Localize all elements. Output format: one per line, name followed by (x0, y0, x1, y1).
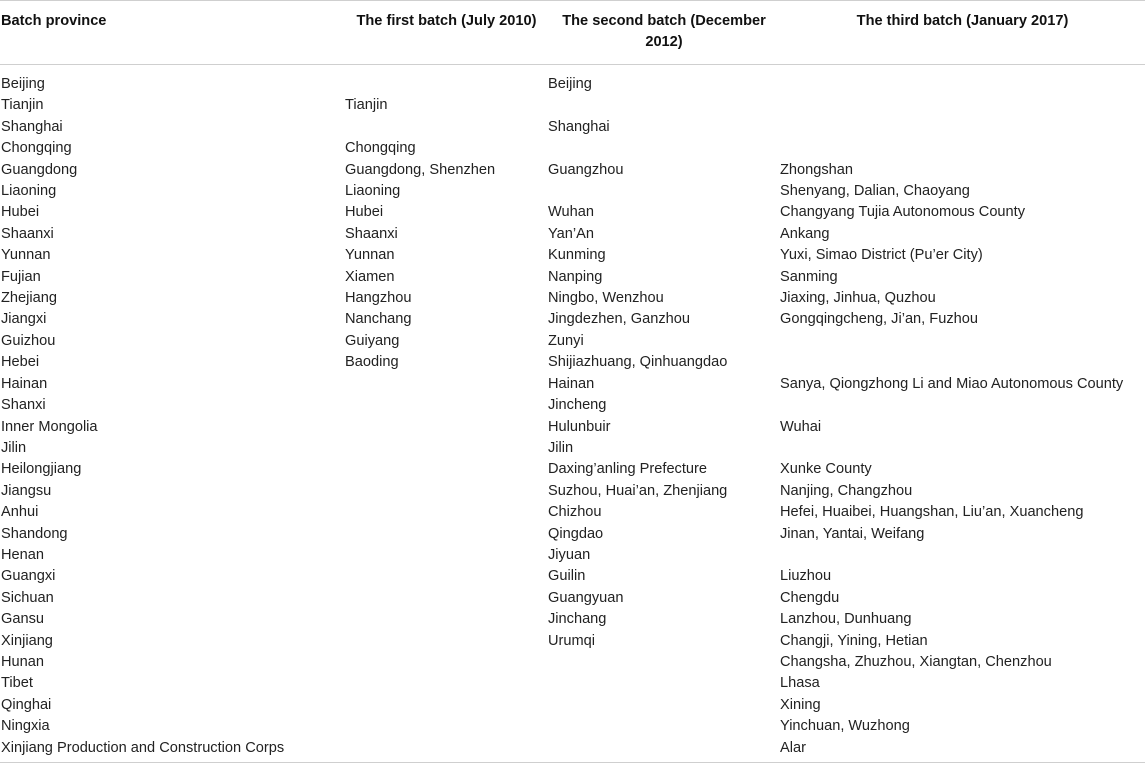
first-batch-cell (345, 395, 548, 416)
first-batch-cell: Shaanxi (345, 225, 398, 242)
third-batch-cell (780, 138, 1145, 159)
table-row (0, 652, 1145, 673)
table-row (0, 267, 1145, 288)
province-cell: Hainan (1, 375, 48, 392)
province-cell: Xinjiang Production and Construction Corps (1, 739, 285, 756)
first-batch-cell: Yunnan (345, 247, 395, 264)
third-batch-cell: Hefei, Huaibei, Huangshan, Liu’an, Xuancheng (780, 504, 1084, 521)
third-batch-cell: Xining (780, 696, 821, 713)
province-cell: Beijing (1, 76, 45, 92)
first-batch-cell: Xiamen (345, 268, 395, 285)
third-batch-cell: Wuhai (780, 418, 822, 435)
table-row (0, 309, 1145, 330)
first-batch-cell (345, 652, 548, 673)
province-cell: Gansu (1, 611, 44, 628)
first-batch-cell (345, 716, 548, 737)
second-batch-cell (548, 716, 780, 737)
third-batch-cell (780, 117, 1145, 138)
second-batch-cell (548, 138, 780, 159)
table-row (0, 352, 1145, 373)
province-cell: Liaoning (1, 183, 57, 200)
province-cell: Shaanxi (1, 225, 54, 242)
second-batch-cell (548, 673, 780, 694)
third-batch-cell (780, 352, 1145, 373)
second-batch-cell: Ningbo, Wenzhou (548, 290, 664, 307)
table-row (0, 673, 1145, 694)
third-batch-cell: Gongqingcheng, Ji’an, Fuzhou (780, 311, 978, 328)
province-cell: Guizhou (1, 332, 56, 349)
province-cell: Fujian (1, 268, 41, 285)
table-row (0, 374, 1145, 395)
province-cell: Sichuan (1, 589, 54, 606)
third-batch-cell (780, 395, 1145, 416)
third-batch-cell: Alar (780, 739, 806, 756)
first-batch-cell: Baoding (345, 354, 399, 371)
table-row (0, 417, 1145, 438)
table-row (0, 481, 1145, 502)
first-batch-cell: Nanchang (345, 311, 412, 328)
second-batch-cell: Guangzhou (548, 161, 624, 178)
table-row (0, 160, 1145, 181)
table-row (0, 438, 1145, 459)
second-batch-cell: Shijiazhuang, Qinhuangdao (548, 354, 728, 371)
table-row (0, 181, 1145, 202)
province-cell: Shandong (1, 525, 68, 542)
table-row (0, 566, 1145, 587)
province-cell: Xinjiang (1, 632, 53, 649)
second-batch-cell: Yan’An (548, 225, 594, 242)
first-batch-cell (345, 438, 548, 459)
province-cell: Guangdong (1, 161, 78, 178)
province-cell: Zhejiang (1, 290, 57, 307)
first-batch-cell (345, 673, 548, 694)
province-cell: Ningxia (1, 718, 50, 735)
third-batch-cell: Lhasa (780, 675, 820, 692)
table-row (0, 245, 1145, 266)
table-row (0, 545, 1145, 566)
first-batch-cell (345, 459, 548, 480)
table-header (0, 1, 1145, 65)
first-batch-cell (345, 417, 548, 438)
third-batch-cell: Xunke County (780, 461, 872, 478)
province-cell: Tibet (1, 675, 33, 692)
second-batch-cell: Guilin (548, 568, 586, 585)
province-cell: Jiangxi (1, 311, 47, 328)
first-batch-cell (345, 524, 548, 545)
third-batch-cell: Lanzhou, Dunhuang (780, 611, 912, 628)
table-row (0, 459, 1145, 480)
first-batch-cell (345, 117, 548, 138)
table-row (0, 202, 1145, 223)
table-row (0, 117, 1145, 138)
province-cell: Henan (1, 546, 45, 563)
table-row (0, 738, 1145, 763)
first-batch-cell (345, 545, 548, 566)
second-batch-cell (548, 652, 780, 673)
table-row (0, 288, 1145, 309)
table-row (0, 631, 1145, 652)
third-batch-cell: Changyang Tujia Autonomous County (780, 204, 1026, 221)
first-batch-cell (345, 374, 548, 395)
header-row (0, 1, 1145, 65)
first-batch-cell: Tianjin (345, 97, 388, 114)
province-cell: Guangxi (1, 568, 56, 585)
province-cell: Hunan (1, 653, 45, 670)
province-cell: Shanxi (1, 397, 46, 414)
header-first-batch: The first batch (July 2010) (345, 1, 548, 65)
third-batch-cell: Jinan, Yantai, Weifang (780, 525, 925, 542)
third-batch-cell: Jiaxing, Jinhua, Quzhou (780, 290, 936, 307)
table-row (0, 395, 1145, 416)
first-batch-cell (345, 609, 548, 630)
table-row (0, 695, 1145, 716)
second-batch-cell: Wuhan (548, 204, 594, 221)
first-batch-cell (345, 588, 548, 609)
table-row (0, 138, 1145, 159)
province-cell: Heilongjiang (1, 461, 82, 478)
header-second-batch: The second batch (December 2012) (548, 1, 780, 65)
first-batch-cell: Hubei (345, 204, 384, 221)
header-third-batch: The third batch (January 2017) (780, 1, 1145, 65)
first-batch-cell: Liaoning (345, 183, 401, 200)
province-cell: Hebei (1, 354, 40, 371)
table-row (0, 588, 1145, 609)
province-cell: Qinghai (1, 696, 52, 713)
second-batch-cell (548, 695, 780, 716)
second-batch-cell: Hainan (548, 375, 595, 392)
first-batch-cell: Hangzhou (345, 290, 412, 307)
table-row (0, 524, 1145, 545)
province-cell: Jilin (1, 439, 27, 456)
table-row (0, 716, 1145, 737)
province-cell: Yunnan (1, 247, 51, 264)
third-batch-cell: Yinchuan, Wuzhong (780, 718, 910, 735)
first-batch-cell (345, 631, 548, 652)
second-batch-cell: Jiyuan (548, 546, 591, 563)
third-batch-cell: Chengdu (780, 589, 840, 606)
third-batch-cell: Liuzhou (780, 568, 832, 585)
second-batch-cell: Jincheng (548, 397, 607, 414)
province-cell: Inner Mongolia (1, 418, 98, 435)
first-batch-cell (345, 65, 548, 96)
province-cell: Hubei (1, 204, 40, 221)
first-batch-cell (345, 695, 548, 716)
second-batch-cell: Hulunbuir (548, 418, 611, 435)
first-batch-cell (345, 566, 548, 587)
third-batch-cell: Nanjing, Changzhou (780, 482, 913, 499)
province-cell: Shanghai (1, 118, 63, 135)
second-batch-cell: Zunyi (548, 332, 584, 349)
second-batch-cell: Chizhou (548, 504, 602, 521)
table-row (0, 502, 1145, 523)
third-batch-cell (780, 65, 1145, 96)
first-batch-cell: Chongqing (345, 140, 416, 157)
province-cell: Anhui (1, 504, 39, 521)
third-batch-cell (780, 331, 1145, 352)
second-batch-cell: Suzhou, Huai’an, Zhenjiang (548, 482, 728, 499)
first-batch-cell (345, 738, 548, 763)
third-batch-cell: Yuxi, Simao District (Pu’er City) (780, 247, 983, 264)
second-batch-cell: Qingdao (548, 525, 604, 542)
second-batch-cell: Jinchang (548, 611, 607, 628)
table-row (0, 65, 1145, 96)
first-batch-cell: Guiyang (345, 332, 400, 349)
third-batch-cell: Shenyang, Dalian, Chaoyang (780, 183, 970, 200)
table-row (0, 224, 1145, 245)
table-body (0, 65, 1145, 763)
second-batch-cell: Kunming (548, 247, 606, 264)
header-batch-province: Batch province (0, 1, 345, 65)
second-batch-cell: Beijing (548, 76, 592, 92)
first-batch-cell (345, 502, 548, 523)
first-batch-cell (345, 481, 548, 502)
second-batch-cell: Daxing’anling Prefecture (548, 461, 707, 478)
third-batch-cell: Sanya, Qiongzhong Li and Miao Autonomous County (780, 375, 1124, 392)
third-batch-cell: Ankang (780, 225, 830, 242)
second-batch-cell (548, 95, 780, 116)
second-batch-cell: Jilin (548, 439, 574, 456)
third-batch-cell: Sanming (780, 268, 838, 285)
second-batch-cell: Urumqi (548, 632, 596, 649)
second-batch-cell: Jingdezhen, Ganzhou (548, 311, 690, 328)
third-batch-cell: Zhongshan (780, 161, 854, 178)
third-batch-cell (780, 438, 1145, 459)
first-batch-cell: Guangdong, Shenzhen (345, 161, 496, 178)
third-batch-cell: Changsha, Zhuzhou, Xiangtan, Chenzhou (780, 653, 1052, 670)
third-batch-cell (780, 545, 1145, 566)
second-batch-cell: Guangyuan (548, 589, 624, 606)
second-batch-cell: Nanping (548, 268, 603, 285)
province-cell: Chongqing (1, 140, 72, 157)
third-batch-cell (780, 95, 1145, 116)
second-batch-cell (548, 181, 780, 202)
second-batch-cell: Shanghai (548, 118, 610, 135)
table-row (0, 331, 1145, 352)
third-batch-cell: Changji, Yining, Hetian (780, 632, 928, 649)
table-row (0, 609, 1145, 630)
table-row (0, 95, 1145, 116)
province-cell: Tianjin (1, 97, 44, 114)
second-batch-cell (548, 738, 780, 763)
province-cell: Jiangsu (1, 482, 52, 499)
